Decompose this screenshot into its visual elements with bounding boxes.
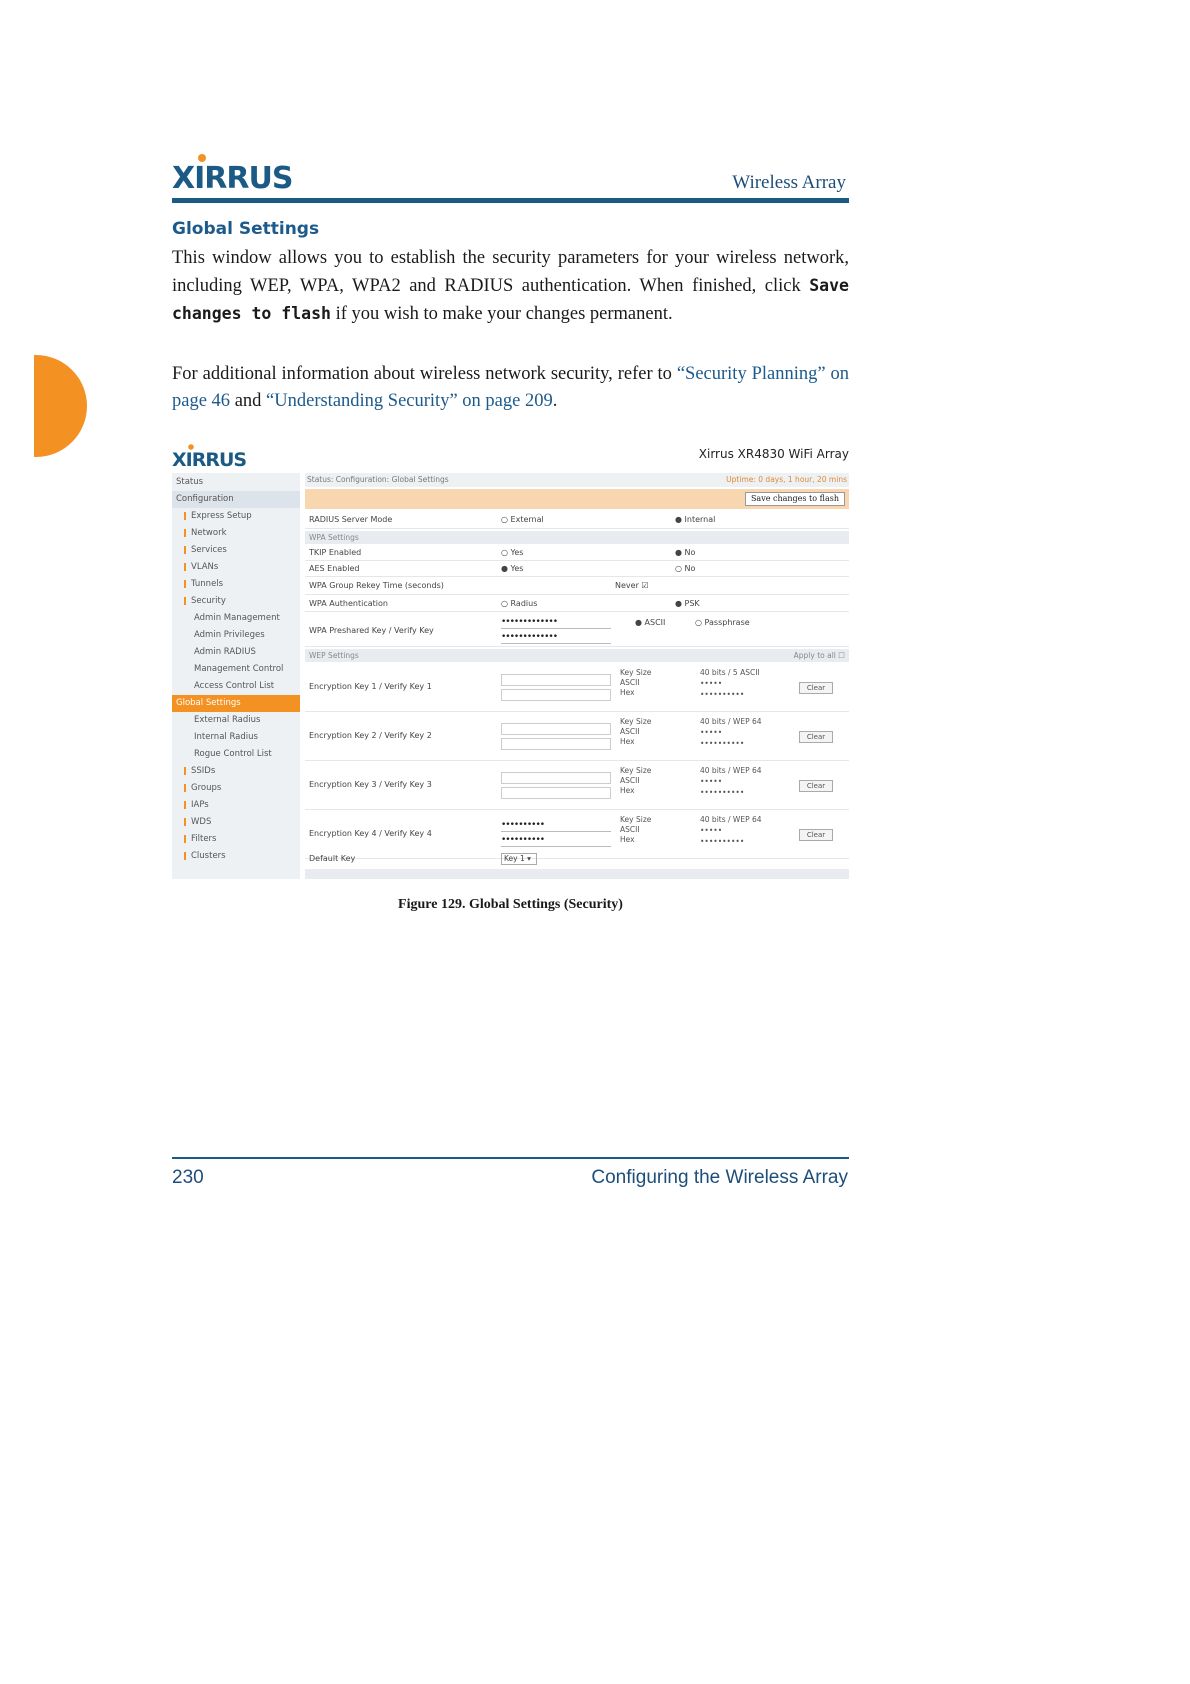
- default-key-row: [305, 851, 849, 868]
- config-nav-menu: [172, 473, 300, 879]
- nav-item-label: IAPs: [191, 800, 209, 810]
- save-bar: [305, 489, 849, 509]
- wep-key-size-column: [620, 815, 651, 845]
- wep-key-fmt1[interactable]: ASCII: [620, 678, 640, 687]
- wep-key-verify-input[interactable]: [501, 689, 611, 701]
- footer-rule: [172, 1157, 849, 1159]
- nav-bullet-icon: [184, 835, 186, 843]
- wep-key-label: Encryption Key 2 / Verify Key 2: [309, 731, 432, 740]
- wep-key-input[interactable]: ••••••••••: [501, 820, 611, 832]
- nav-item-label: Global Settings: [176, 698, 241, 708]
- wep-key-size: Key Size: [620, 815, 652, 824]
- psk-verify-input[interactable]: •••••••••••••: [501, 632, 611, 644]
- global-settings-panel: [305, 473, 849, 879]
- nav-bullet-icon: [184, 580, 186, 588]
- wep-key-mask1: •••••: [700, 777, 723, 786]
- wep-key-mask2: ••••••••••: [700, 837, 745, 846]
- wep-key-fmt2[interactable]: Hex: [620, 688, 635, 697]
- header-product-name: Wireless Array: [732, 172, 846, 193]
- nav-bullet-icon: [184, 767, 186, 775]
- nav-item-label: Admin Privileges: [194, 630, 265, 640]
- nav-item[interactable]: [172, 576, 300, 593]
- tkip-no-label: No: [684, 548, 696, 557]
- nav-item[interactable]: [172, 610, 300, 627]
- panel-footer-bar: [305, 869, 849, 879]
- tkip-no-radio[interactable]: ● No: [675, 548, 696, 557]
- wep-key-row: [305, 713, 849, 761]
- nav-item[interactable]: [172, 593, 300, 610]
- reference-and: and: [230, 391, 267, 411]
- wep-key-length-column: [700, 716, 762, 749]
- nav-bullet-icon: [184, 818, 186, 826]
- psk-row: [305, 613, 849, 647]
- xref-understanding-security[interactable]: “Understanding Security” on page 209: [266, 391, 553, 411]
- wep-key-len[interactable]: 40 bits / WEP 64: [700, 717, 762, 726]
- wep-key-size: Key Size: [620, 766, 652, 775]
- array-model-label: Xirrus XR4830 WiFi Array: [698, 447, 849, 461]
- tkip-yes-label: Yes: [510, 548, 524, 557]
- reference-text: For additional information about wireless network security, refer to: [172, 364, 677, 384]
- reference-period: .: [552, 391, 558, 411]
- wep-key-size-column: [620, 668, 651, 698]
- wep-key-fmt2[interactable]: Hex: [620, 737, 635, 746]
- radius-internal-radio[interactable]: ● Internal: [675, 515, 716, 524]
- wep-key-length-column: [700, 667, 760, 700]
- psk-label: WPA Preshared Key / Verify Key: [309, 626, 434, 635]
- chapter-tab-marker: [34, 355, 87, 457]
- wep-key-length-column: [700, 814, 762, 847]
- wep-key-fmt1[interactable]: ASCII: [620, 776, 640, 785]
- nav-item-label: Tunnels: [191, 579, 224, 589]
- nav-item-label: Internal Radius: [194, 732, 258, 742]
- nav-item[interactable]: [172, 661, 300, 678]
- nav-item-label: Express Setup: [191, 511, 252, 521]
- nav-bullet-icon: [184, 852, 186, 860]
- wep-key-mask1: •••••: [700, 826, 723, 835]
- wep-key-size-column: [620, 766, 651, 796]
- section-title: Global Settings: [172, 219, 320, 239]
- aes-no-radio[interactable]: ○ No: [675, 564, 696, 573]
- wep-key-mask2: ••••••••••: [700, 739, 745, 748]
- wep-key-clear-button[interactable]: Clear: [799, 731, 833, 743]
- uptime-status: Uptime: 0 days, 1 hour, 20 mins: [726, 475, 847, 484]
- page-number: 230: [172, 1167, 204, 1188]
- header-rule: [172, 198, 849, 203]
- nav-item-label: VLANs: [191, 562, 219, 572]
- nav-item-label: Access Control List: [194, 681, 275, 691]
- nav-item-label: SSIDs: [191, 766, 216, 776]
- aes-yes-radio[interactable]: ● Yes: [501, 564, 524, 573]
- psk-passphrase-radio[interactable]: ○ Passphrase: [695, 618, 750, 627]
- apply-all-checkbox[interactable]: Apply to all ☐: [793, 651, 845, 660]
- nav-item[interactable]: [172, 797, 300, 814]
- save-to-flash-button[interactable]: Save changes to flash: [745, 492, 845, 506]
- wep-key-fmt2[interactable]: Hex: [620, 786, 635, 795]
- wep-settings-group: [305, 649, 849, 662]
- psk-input[interactable]: •••••••••••••: [501, 617, 611, 629]
- psk-passphrase-label: Passphrase: [704, 618, 750, 627]
- radius-external-radio[interactable]: ○ External: [501, 515, 544, 524]
- nav-item-label: Security: [191, 596, 226, 606]
- wep-key-input[interactable]: [501, 674, 611, 686]
- tkip-row: [305, 545, 849, 561]
- nav-bullet-icon: [184, 563, 186, 571]
- nav-bullet-icon: [184, 512, 186, 520]
- default-key-select[interactable]: Key 1 ▾: [501, 853, 537, 865]
- apply-all-label: Apply to all: [793, 651, 836, 660]
- wep-key-label: Encryption Key 4 / Verify Key 4: [309, 829, 432, 838]
- wep-key-length-column: [700, 765, 762, 798]
- nav-item[interactable]: [172, 525, 300, 542]
- radius-external-label: External: [510, 515, 544, 524]
- wep-key-mask2: ••••••••••: [700, 690, 745, 699]
- nav-item-label: Configuration: [176, 494, 234, 504]
- wep-key-len[interactable]: 40 bits / 5 ASCII: [700, 668, 760, 677]
- save-command-text: Save changes to flash: [172, 276, 849, 323]
- nav-item-label: WDS: [191, 817, 212, 827]
- nav-bullet-icon: [184, 784, 186, 792]
- nav-item-label: Admin RADIUS: [194, 647, 256, 657]
- breadcrumb: Status: Configuration: Global Settings: [307, 475, 449, 484]
- xirrus-logo: [172, 152, 322, 192]
- rekey-label: WPA Group Rekey Time (seconds): [309, 581, 444, 590]
- radius-internal-label: Internal: [684, 515, 716, 524]
- wep-key-row: [305, 664, 849, 712]
- aes-label: AES Enabled: [309, 564, 360, 573]
- tkip-yes-radio[interactable]: ○ Yes: [501, 548, 524, 557]
- nav-item[interactable]: [172, 695, 300, 712]
- wpa-auth-radius-radio[interactable]: ○ Radius: [501, 599, 538, 608]
- wep-key-label: Encryption Key 1 / Verify Key 1: [309, 682, 432, 691]
- wep-key-verify-input[interactable]: [501, 738, 611, 750]
- wpa-auth-psk-label: PSK: [684, 599, 700, 608]
- nav-item[interactable]: [172, 831, 300, 848]
- svg-text:XIRRUS: XIRRUS: [172, 449, 247, 469]
- wpa-auth-row: [305, 596, 849, 612]
- default-key-value: Key 1: [504, 854, 525, 863]
- wep-key-len[interactable]: 40 bits / WEP 64: [700, 815, 762, 824]
- wpa-settings-group: WPA Settings: [305, 531, 849, 544]
- reference-paragraph: [172, 361, 849, 415]
- nav-item-label: Status: [176, 477, 204, 487]
- wep-settings-label: WEP Settings: [309, 651, 359, 660]
- rekey-row: [305, 578, 849, 595]
- nav-item[interactable]: [172, 644, 300, 661]
- wep-key-clear-button[interactable]: Clear: [799, 829, 833, 841]
- aes-row: [305, 562, 849, 577]
- tkip-label: TKIP Enabled: [309, 548, 362, 557]
- intro-paragraph: [172, 245, 849, 328]
- default-key-label: Default Key: [309, 854, 356, 863]
- intro-text-end: if you wish to make your changes permanent.: [330, 304, 673, 324]
- wep-key-input[interactable]: [501, 772, 611, 784]
- aes-yes-label: Yes: [510, 564, 524, 573]
- nav-item[interactable]: [172, 474, 300, 491]
- wpa-auth-radius-label: Radius: [510, 599, 538, 608]
- wep-key-mask1: •••••: [700, 728, 723, 737]
- wpa-auth-label: WPA Authentication: [309, 599, 388, 608]
- nav-item[interactable]: [172, 814, 300, 831]
- wep-key-fmt1[interactable]: ASCII: [620, 727, 640, 736]
- nav-item-label: External Radius: [194, 715, 261, 725]
- nav-item-label: Services: [191, 545, 227, 555]
- wep-key-fmt2[interactable]: Hex: [620, 835, 635, 844]
- nav-bullet-icon: [184, 529, 186, 537]
- radius-mode-row: [305, 511, 849, 529]
- wep-key-row: [305, 762, 849, 810]
- nav-item[interactable]: [172, 780, 300, 797]
- figure-caption: Figure 129. Global Settings (Security): [398, 897, 623, 912]
- footer-chapter-title: Configuring the Wireless Array: [591, 1167, 848, 1188]
- nav-item-label: Network: [191, 528, 227, 538]
- nav-item[interactable]: [172, 627, 300, 644]
- wep-key-verify-input[interactable]: ••••••••••: [501, 835, 611, 847]
- wep-key-fmt1[interactable]: ASCII: [620, 825, 640, 834]
- nav-item-label: Management Control: [194, 664, 284, 674]
- intro-text: This window allows you to establish the security parameters for your wireless network, including WEP, WPA, WPA2 and RADIUS authentication. When finished, click: [172, 248, 849, 296]
- wep-key-input[interactable]: [501, 723, 611, 735]
- nav-item[interactable]: [172, 729, 300, 746]
- psk-ascii-radio[interactable]: ● ASCII: [635, 618, 666, 627]
- nav-item[interactable]: [172, 763, 300, 780]
- nav-item[interactable]: [172, 746, 300, 763]
- nav-item-label: Groups: [191, 783, 222, 793]
- wep-key-mask1: •••••: [700, 679, 723, 688]
- wep-key-size-column: [620, 717, 651, 747]
- wep-key-size: Key Size: [620, 717, 652, 726]
- nav-bullet-icon: [184, 546, 186, 554]
- nav-bullet-icon: [184, 597, 186, 605]
- wep-key-verify-input[interactable]: [501, 787, 611, 799]
- radius-mode-label: RADIUS Server Mode: [309, 515, 393, 524]
- nav-item[interactable]: [172, 678, 300, 695]
- wep-key-size: Key Size: [620, 668, 652, 677]
- wep-key-clear-button[interactable]: Clear: [799, 780, 833, 792]
- rekey-never-checkbox[interactable]: Never ☑: [615, 581, 649, 590]
- psk-ascii-label: ASCII: [644, 618, 666, 627]
- wep-key-label: Encryption Key 3 / Verify Key 3: [309, 780, 432, 789]
- nav-item-label: Admin Management: [194, 613, 280, 623]
- wpa-auth-psk-radio[interactable]: ● PSK: [675, 599, 700, 608]
- wep-key-clear-button[interactable]: Clear: [799, 682, 833, 694]
- rekey-never-label: Never: [615, 581, 639, 590]
- nav-item[interactable]: [172, 712, 300, 729]
- nav-item[interactable]: [172, 559, 300, 576]
- aes-no-label: No: [684, 564, 696, 573]
- nav-item-label: Rogue Control List: [194, 749, 272, 759]
- screenshot-xirrus-logo: [172, 443, 267, 469]
- nav-item-label: Filters: [191, 834, 217, 844]
- breadcrumb-bar: [305, 473, 849, 487]
- global-settings-screenshot: [172, 443, 849, 879]
- wep-key-len[interactable]: 40 bits / WEP 64: [700, 766, 762, 775]
- svg-text:XIRRUS: XIRRUS: [172, 161, 293, 192]
- nav-item[interactable]: [172, 491, 300, 508]
- xref-security-planning[interactable]: “Security Planning” on page 46: [172, 364, 849, 411]
- nav-bullet-icon: [184, 801, 186, 809]
- wep-key-mask2: ••••••••••: [700, 788, 745, 797]
- nav-item[interactable]: [172, 508, 300, 525]
- nav-item[interactable]: [172, 542, 300, 559]
- nav-item[interactable]: [172, 848, 300, 865]
- nav-item-label: Clusters: [191, 851, 226, 861]
